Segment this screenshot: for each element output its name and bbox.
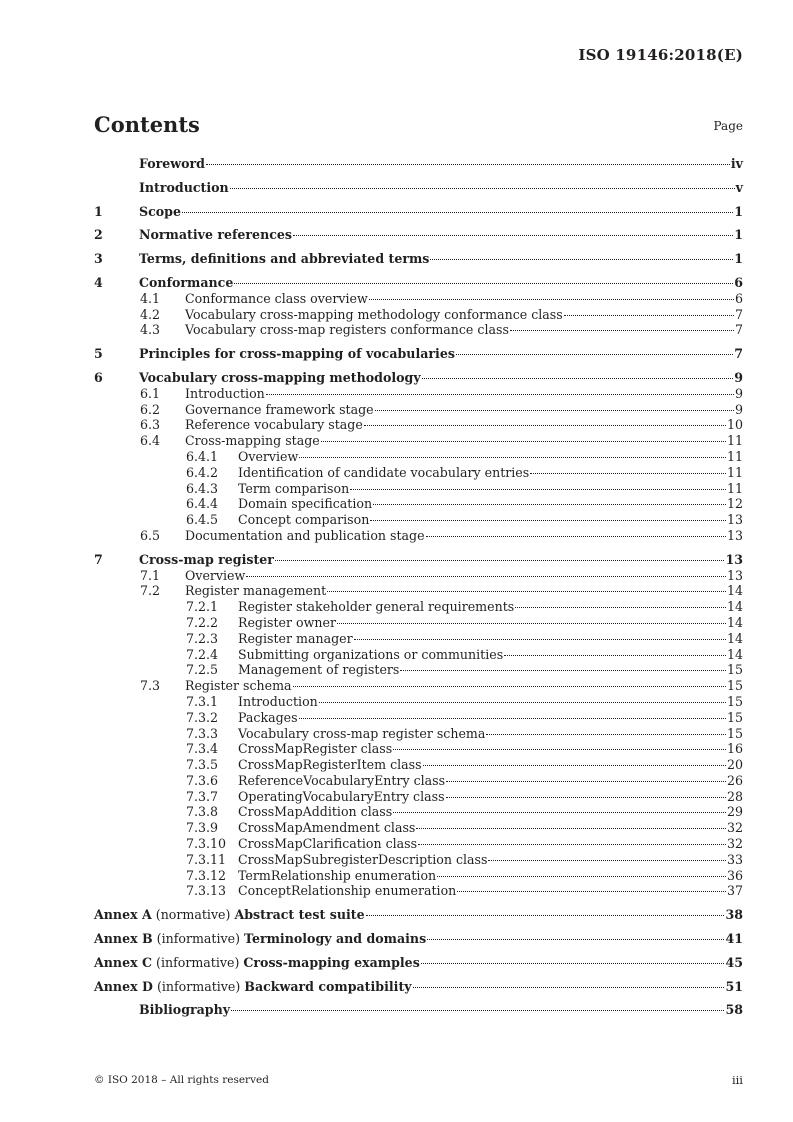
- dot-leader: [354, 639, 726, 640]
- toc-entry[interactable]: [94, 552, 743, 568]
- annex-label: Annex D: [94, 978, 153, 994]
- dot-leader: [427, 939, 724, 940]
- dot-leader: [266, 394, 734, 395]
- toc-entry-page: 13: [725, 551, 743, 567]
- toc-entry-number: 4.2: [140, 306, 161, 322]
- toc-entry-page: 1: [734, 251, 743, 267]
- dot-leader: [510, 330, 734, 331]
- toc-entry[interactable]: [94, 449, 743, 465]
- toc-entry-page: iv: [730, 156, 743, 171]
- dot-leader: [393, 812, 726, 813]
- toc-entry-page: 13: [726, 512, 743, 528]
- toc-entry-title: Vocabulary cross-mapping methodology: [139, 369, 421, 385]
- toc-entry-page: 11: [726, 480, 743, 496]
- toc-entry-number: 7.2.3: [186, 630, 219, 646]
- dot-leader: [393, 749, 726, 750]
- toc-entry-title: Scope: [139, 203, 181, 219]
- toc-entry[interactable]: [94, 647, 743, 663]
- toc-entry-page: 13: [726, 527, 743, 543]
- toc-entry-page: 15: [726, 709, 743, 725]
- dot-leader: [206, 164, 730, 165]
- toc-entry[interactable]: [94, 804, 743, 820]
- toc-entry[interactable]: [94, 156, 743, 172]
- toc-entry-title: Introduction: [139, 179, 229, 195]
- dot-leader: [515, 607, 726, 608]
- toc-entry-title: [94, 955, 420, 971]
- page-title: Contents: [94, 112, 200, 137]
- dot-leader: [321, 441, 726, 442]
- page-number: iii: [731, 1073, 743, 1087]
- dot-leader: [327, 591, 726, 592]
- dot-leader: [350, 489, 726, 490]
- copyright-notice: © ISO 2018 – All rights reserved: [94, 1074, 269, 1086]
- toc-entry[interactable]: [94, 1002, 743, 1018]
- dot-leader: [437, 876, 726, 877]
- toc-entry-number: 6.2: [140, 401, 161, 417]
- toc-entry[interactable]: [94, 726, 743, 742]
- annex-type: (informative): [156, 931, 240, 947]
- toc-entry-number: 7.3.12: [186, 867, 227, 883]
- toc-entry-page: 14: [726, 583, 743, 599]
- toc-entry-number: 7.2.2: [186, 614, 219, 630]
- toc-entry-title: Conformance: [139, 274, 234, 290]
- toc-entry-title: Normative references: [139, 227, 293, 243]
- toc-entry-page: 32: [726, 820, 743, 836]
- toc-entry-title: Documentation and publication stage: [185, 527, 425, 543]
- toc-entry-page: 15: [726, 725, 743, 741]
- toc-entry-number: 7.2.4: [186, 646, 219, 662]
- toc-entry-title: OperatingVocabularyEntry class: [238, 788, 445, 804]
- toc-entry-page: 38: [725, 907, 743, 923]
- annex-title: Cross-mapping examples: [243, 954, 420, 970]
- toc-entry-title: Packages: [238, 709, 298, 725]
- toc-entry-page: 29: [726, 804, 743, 820]
- toc-entry[interactable]: [94, 180, 743, 196]
- toc-entry-page: 41: [725, 931, 743, 947]
- dot-leader: [182, 212, 733, 213]
- toc-entry-title: [94, 907, 365, 923]
- toc-entry-page: 6: [734, 274, 743, 290]
- toc-entry-title: CrossMapClarification class: [238, 836, 418, 852]
- toc-entry-title: Term comparison: [238, 480, 350, 496]
- toc-entry[interactable]: [94, 346, 743, 362]
- document-id: ISO 19146:2018(E): [578, 46, 743, 64]
- toc-entry-page: 9: [734, 385, 743, 401]
- toc-entry-page: v: [735, 179, 743, 195]
- toc-entry-page: 7: [734, 306, 743, 322]
- dot-leader: [486, 734, 726, 735]
- toc-entry-page: 12: [726, 496, 743, 512]
- toc-entry[interactable]: [94, 907, 743, 923]
- annex-type: (normative): [155, 907, 231, 923]
- toc-entry-number: 6.4.2: [186, 464, 219, 480]
- toc-entry[interactable]: [94, 322, 743, 338]
- toc-entry-page: 13: [726, 567, 743, 583]
- toc-entry-number: 5: [94, 346, 103, 362]
- toc-entry[interactable]: [94, 291, 743, 307]
- toc-entry-title: Governance framework stage: [185, 401, 374, 417]
- toc-entry-number: 7.2.1: [186, 599, 219, 615]
- toc-entry-page: 20: [726, 757, 743, 773]
- toc-entry-title: Overview: [238, 448, 299, 464]
- dot-leader: [446, 781, 726, 782]
- toc-entry-title: CrossMapRegister class: [238, 741, 393, 757]
- dot-leader: [457, 891, 726, 892]
- toc-entry-title: Introduction: [185, 385, 265, 401]
- toc-entry-title: TermRelationship enumeration: [238, 867, 437, 883]
- toc-entry[interactable]: [94, 512, 743, 528]
- toc-entry-title: CrossMapSubregisterDescription class: [238, 851, 488, 867]
- toc-entry-number: 4.1: [140, 290, 161, 306]
- toc-entry[interactable]: [94, 433, 743, 449]
- toc-entry-page: 51: [725, 978, 743, 994]
- toc-entry-title: Reference vocabulary stage: [185, 417, 363, 433]
- dot-leader: [418, 844, 726, 845]
- toc-entry-page: 10: [726, 417, 743, 433]
- dot-leader: [413, 987, 725, 988]
- annex-title: Abstract test suite: [234, 907, 365, 923]
- toc-entry-number: 7.3.4: [186, 741, 219, 757]
- dot-leader: [369, 299, 734, 300]
- toc-entry[interactable]: [94, 481, 743, 497]
- annex-type: (informative): [156, 954, 240, 970]
- toc-entry-number: 3: [94, 251, 103, 267]
- toc-entry[interactable]: [94, 465, 743, 481]
- toc-entry-title: Conformance class overview: [185, 290, 368, 306]
- toc-entry-page: 15: [726, 693, 743, 709]
- toc-entry-number: 6.5: [140, 527, 161, 543]
- toc-entry[interactable]: [94, 979, 743, 995]
- toc-entry-page: 58: [725, 1002, 743, 1018]
- toc-entry-number: 7.3: [140, 678, 161, 694]
- toc-entry-number: 7.3.13: [186, 883, 227, 899]
- toc-entry[interactable]: [94, 836, 743, 852]
- toc-entry[interactable]: [94, 741, 743, 757]
- toc-entry-page: 1: [734, 203, 743, 219]
- toc-entry-page: 7: [734, 322, 743, 338]
- dot-leader: [421, 963, 725, 964]
- toc-entry-page: 37: [726, 883, 743, 899]
- toc-entry[interactable]: [94, 662, 743, 678]
- toc-entry-page: 28: [726, 788, 743, 804]
- toc-entry-number: 4: [94, 274, 103, 290]
- toc-entry-number: 6.4.5: [186, 512, 219, 528]
- toc-entry-page: 16: [726, 741, 743, 757]
- toc-entry-page: 15: [726, 662, 743, 678]
- dot-leader: [423, 765, 726, 766]
- toc-entry-title: Register manager: [238, 630, 353, 646]
- toc-entry-title: [94, 979, 412, 995]
- dot-leader: [293, 686, 726, 687]
- dot-leader: [456, 354, 733, 355]
- dot-leader: [299, 457, 726, 458]
- toc-entry-number: 7.3.10: [186, 836, 227, 852]
- toc-entry-title: Domain specification: [238, 496, 373, 512]
- toc-entry-page: 14: [726, 646, 743, 662]
- toc-entry[interactable]: [94, 694, 743, 710]
- toc-entry-title: Vocabulary cross-map register schema: [238, 725, 486, 741]
- toc-entry-number: 7.3.8: [186, 804, 219, 820]
- annex-title: Terminology and domains: [244, 931, 427, 947]
- toc-entry-title: Vocabulary cross-map registers conformance class: [185, 322, 509, 338]
- toc-entry-page: 14: [726, 630, 743, 646]
- toc-entry[interactable]: [94, 757, 743, 773]
- toc-entry[interactable]: [94, 773, 743, 789]
- dot-leader: [400, 670, 726, 671]
- dot-leader: [231, 1010, 724, 1011]
- dot-leader: [319, 702, 726, 703]
- toc-entry-page: 6: [734, 290, 743, 306]
- toc-entry[interactable]: [94, 402, 743, 418]
- annex-label: Annex C: [94, 954, 153, 970]
- toc-entry[interactable]: [94, 251, 743, 267]
- toc-entry-number: 7.3.11: [186, 851, 227, 867]
- toc-entry[interactable]: [94, 417, 743, 433]
- toc-entry-number: 6.4: [140, 433, 161, 449]
- toc-entry-title: Management of registers: [238, 662, 400, 678]
- toc-entry-title: ConceptRelationship enumeration: [238, 883, 457, 899]
- dot-leader: [564, 315, 734, 316]
- toc-entry[interactable]: [94, 678, 743, 694]
- toc-entry-title: Foreword: [139, 156, 205, 171]
- toc-entry[interactable]: [94, 583, 743, 599]
- dot-leader: [337, 623, 726, 624]
- toc-entry-page: 9: [734, 369, 743, 385]
- toc-entry-number: 7.1: [140, 567, 161, 583]
- toc-entry-title: Overview: [185, 567, 246, 583]
- dot-leader: [366, 915, 725, 916]
- toc-entry-number: 6: [94, 369, 103, 385]
- toc-entry[interactable]: [94, 496, 743, 512]
- toc-entry-number: 2: [94, 227, 103, 243]
- toc-entry[interactable]: [94, 631, 743, 647]
- toc-entry-title: CrossMapAmendment class: [238, 820, 416, 836]
- toc-entry-number: 6.4.3: [186, 480, 219, 496]
- dot-leader: [375, 410, 734, 411]
- toc-entry-number: 7.3.1: [186, 693, 219, 709]
- toc-entry-title: Submitting organizations or communities: [238, 646, 504, 662]
- dot-leader: [234, 283, 733, 284]
- toc-entry-page: 36: [726, 867, 743, 883]
- dot-leader: [293, 235, 733, 236]
- toc-entry[interactable]: [94, 868, 743, 884]
- dot-leader: [430, 259, 733, 260]
- toc-entry[interactable]: [94, 789, 743, 805]
- dot-leader: [364, 425, 726, 426]
- toc-entry-title: CrossMapAddition class: [238, 804, 393, 820]
- toc-entry[interactable]: [94, 820, 743, 836]
- toc-entry-title: Register schema: [185, 678, 292, 694]
- annex-label: Annex B: [94, 931, 153, 947]
- toc-entry-page: 33: [726, 851, 743, 867]
- toc-entry[interactable]: [94, 275, 743, 291]
- toc-entry-title: Identification of candidate vocabulary entries: [238, 464, 530, 480]
- annex-title: Backward compatibility: [244, 978, 412, 994]
- toc-entry-page: 7: [734, 346, 743, 362]
- dot-leader: [426, 536, 726, 537]
- toc-entry-title: Introduction: [238, 693, 318, 709]
- toc-entry[interactable]: [94, 528, 743, 544]
- dot-leader: [416, 828, 726, 829]
- toc-entry-number: 7.3.2: [186, 709, 219, 725]
- toc-entry[interactable]: [94, 883, 743, 899]
- toc-entry-title: [94, 931, 426, 947]
- dot-leader: [373, 504, 726, 505]
- toc-entry[interactable]: [94, 568, 743, 584]
- dot-leader: [246, 576, 726, 577]
- toc-entry-number: 7.3.9: [186, 820, 219, 836]
- annex-label: Annex A: [94, 907, 152, 923]
- dot-leader: [370, 520, 726, 521]
- dot-leader: [230, 188, 735, 189]
- table-of-contents: [94, 156, 743, 1018]
- page-column-label: Page: [713, 119, 743, 133]
- toc-entry-title: Register stakeholder general requirements: [238, 599, 515, 615]
- toc-entry-number: 6.1: [140, 385, 161, 401]
- toc-entry-number: 7: [94, 551, 103, 567]
- toc-entry-page: 1: [734, 227, 743, 243]
- toc-entry-page: 14: [726, 599, 743, 615]
- toc-entry[interactable]: [94, 955, 743, 971]
- dot-leader: [488, 860, 726, 861]
- toc-entry-page: 11: [726, 433, 743, 449]
- dot-leader: [299, 718, 726, 719]
- toc-entry[interactable]: [94, 307, 743, 323]
- dot-leader: [275, 560, 725, 561]
- toc-entry-title: Register owner: [238, 614, 336, 630]
- toc-entry-number: 7.2: [140, 583, 161, 599]
- dot-leader: [530, 473, 726, 474]
- toc-entry[interactable]: [94, 615, 743, 631]
- toc-entry-title: ReferenceVocabularyEntry class: [238, 772, 446, 788]
- toc-entry-page: 11: [726, 464, 743, 480]
- toc-entry-title: Vocabulary cross-mapping methodology conformance class: [185, 306, 563, 322]
- toc-entry-page: 45: [725, 954, 743, 970]
- toc-entry-number: 7.3.7: [186, 788, 219, 804]
- toc-entry-number: 1: [94, 203, 103, 219]
- toc-entry-title: Terms, definitions and abbreviated terms: [139, 251, 430, 267]
- toc-entry-number: 7.3.3: [186, 725, 219, 741]
- toc-entry[interactable]: [94, 599, 743, 615]
- dot-leader: [504, 655, 726, 656]
- dot-leader: [422, 378, 734, 379]
- toc-entry-title: Bibliography: [139, 1002, 231, 1018]
- toc-entry[interactable]: [94, 204, 743, 220]
- toc-entry-title: Cross-map register: [139, 551, 274, 567]
- toc-entry-number: 6.4.1: [186, 448, 219, 464]
- toc-entry-page: 14: [726, 614, 743, 630]
- toc-entry[interactable]: [94, 710, 743, 726]
- toc-entry-page: 15: [726, 678, 743, 694]
- toc-entry-number: 7.3.5: [186, 757, 219, 773]
- annex-type: (informative): [156, 978, 241, 994]
- toc-entry-title: Register management: [185, 583, 327, 599]
- toc-entry[interactable]: [94, 227, 743, 243]
- toc-entry-number: 7.3.6: [186, 772, 219, 788]
- toc-entry-number: 4.3: [140, 322, 161, 338]
- toc-entry-page: 9: [734, 401, 743, 417]
- toc-entry-page: 32: [726, 836, 743, 852]
- toc-entry-title: Concept comparison: [238, 512, 370, 528]
- dot-leader: [446, 797, 726, 798]
- toc-entry-number: 6.3: [140, 417, 161, 433]
- toc-entry-number: 7.2.5: [186, 662, 219, 678]
- toc-entry-number: 6.4.4: [186, 496, 219, 512]
- toc-entry[interactable]: [94, 931, 743, 947]
- toc-entry-title: Principles for cross-mapping of vocabularies: [139, 346, 455, 362]
- toc-entry[interactable]: [94, 370, 743, 386]
- toc-entry-title: CrossMapRegisterItem class: [238, 757, 422, 773]
- toc-entry-page: 26: [726, 772, 743, 788]
- toc-entry-page: 11: [726, 448, 743, 464]
- toc-entry[interactable]: [94, 386, 743, 402]
- toc-entry[interactable]: [94, 852, 743, 868]
- toc-entry-title: Cross-mapping stage: [185, 433, 320, 449]
